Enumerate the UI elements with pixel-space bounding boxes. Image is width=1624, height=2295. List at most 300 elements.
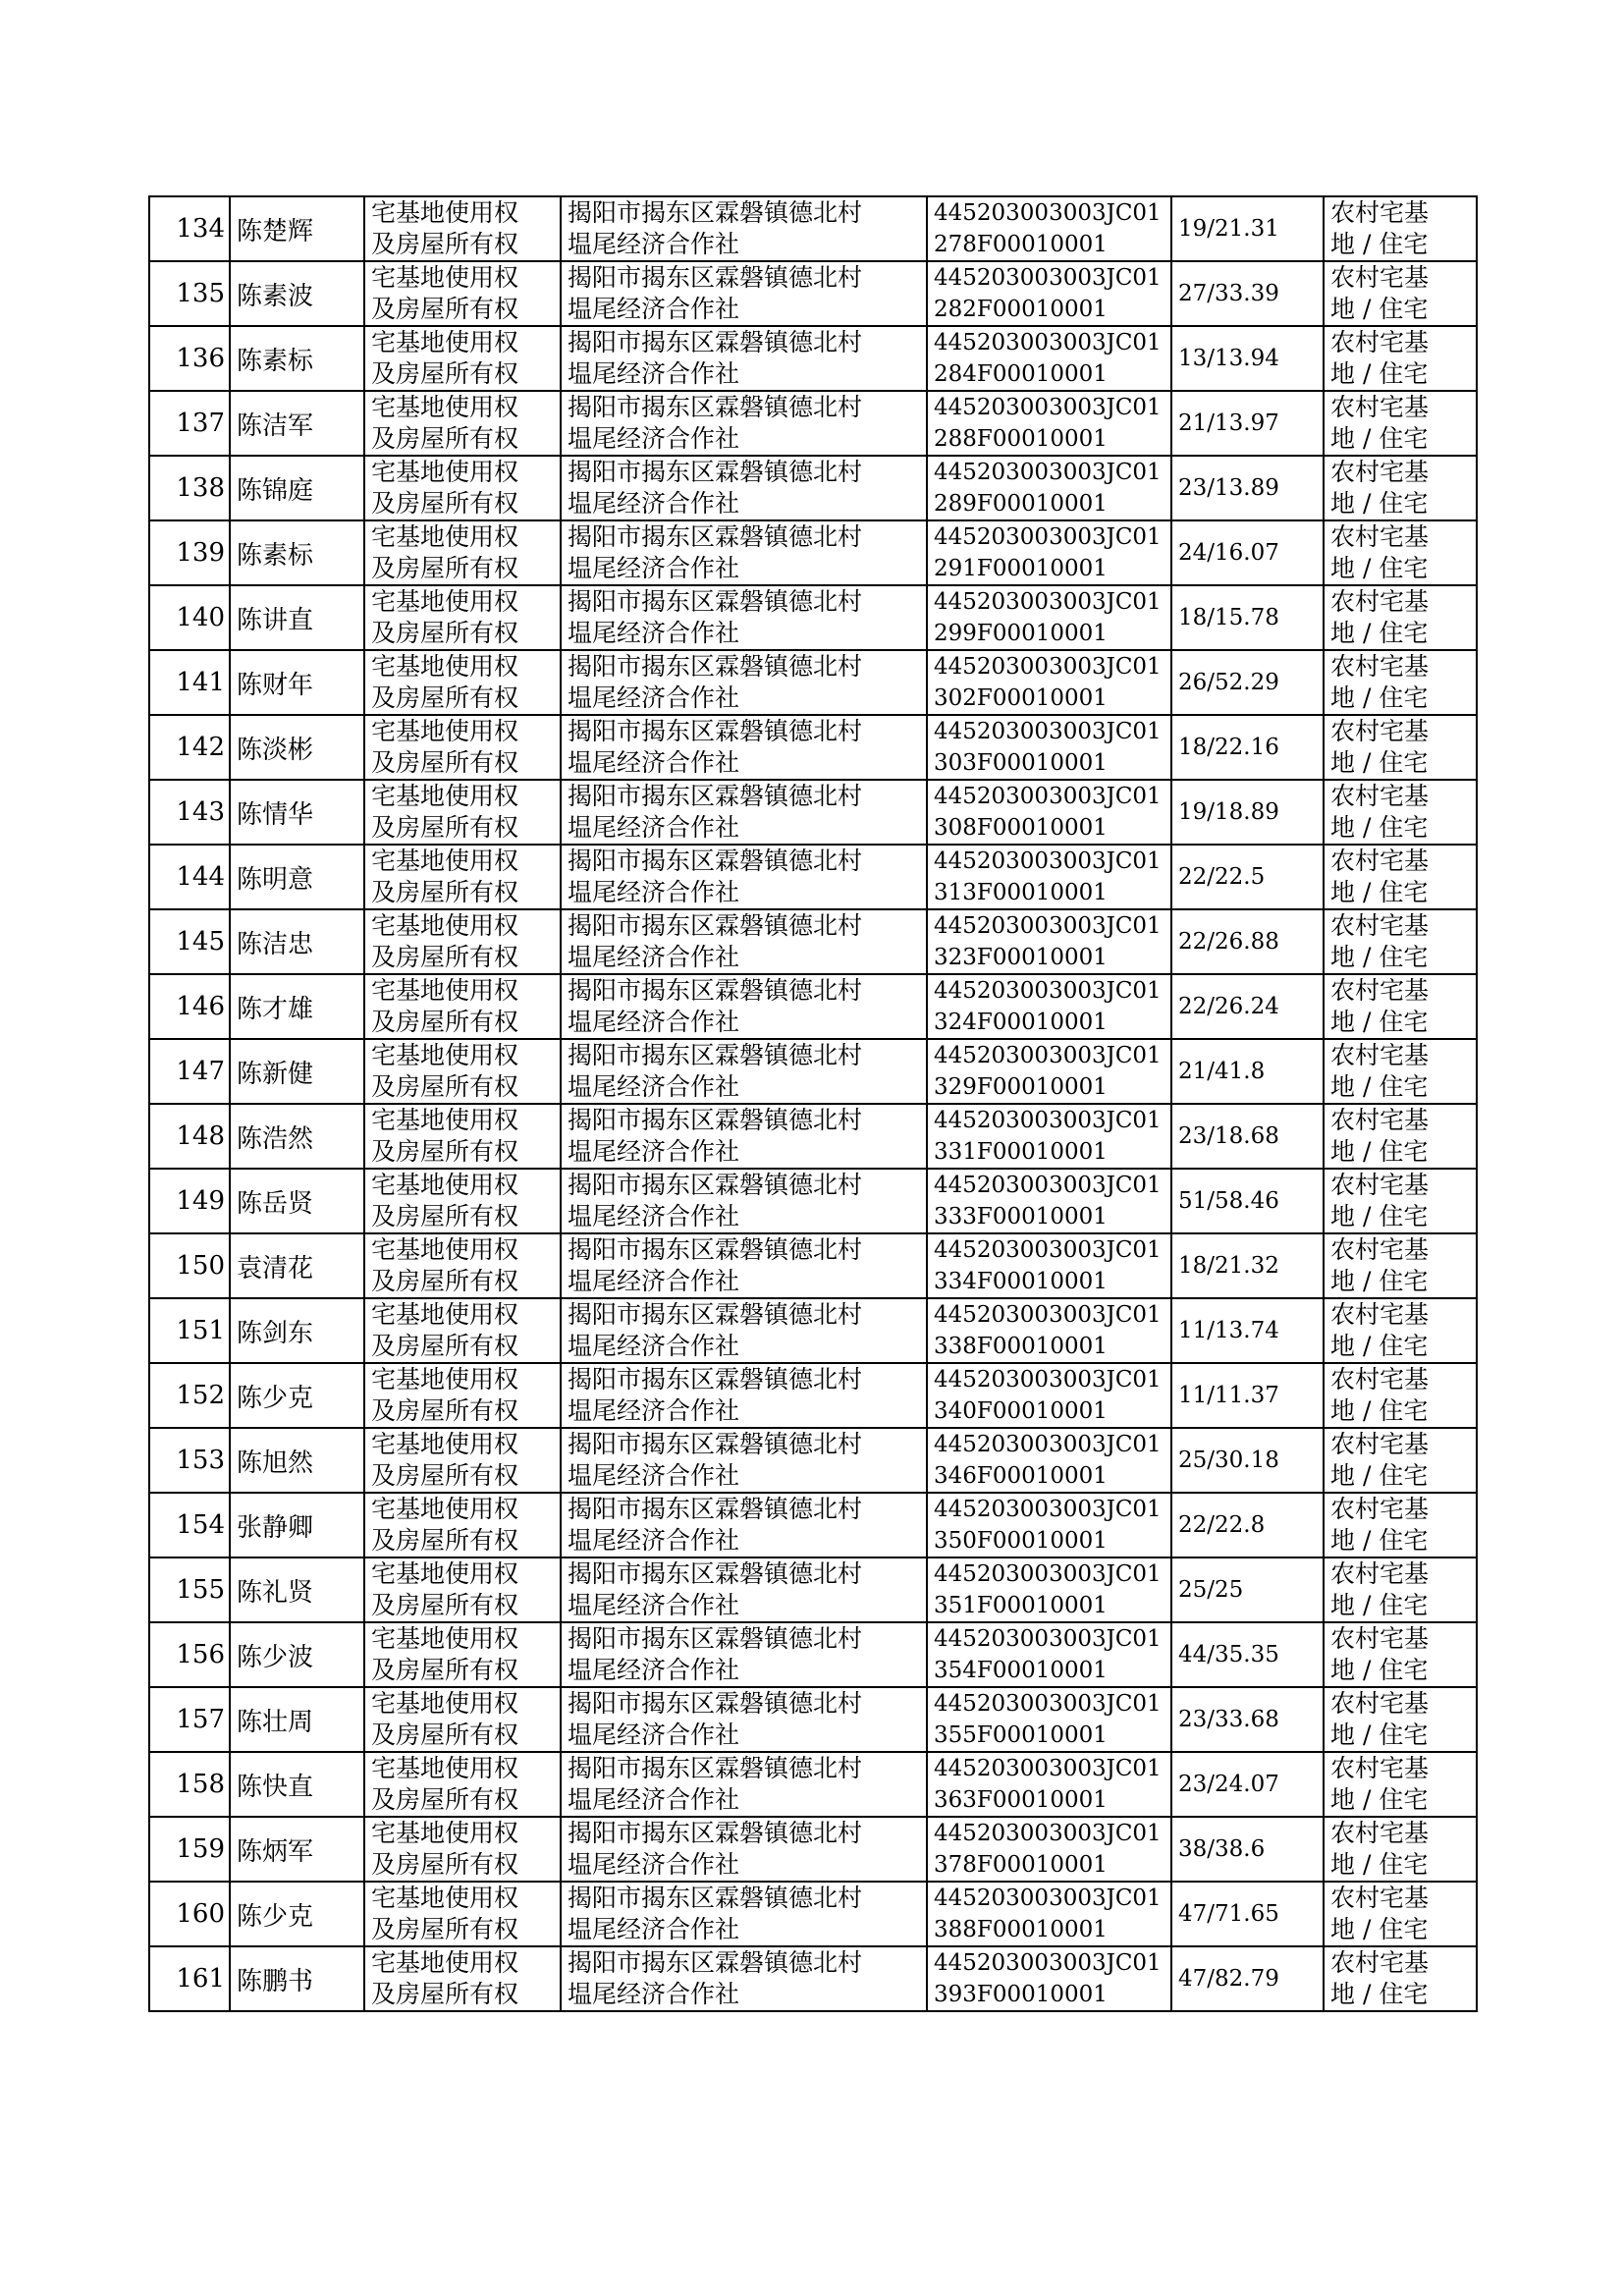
parcel-code-cell: [927, 1493, 1171, 1557]
parcel-code-cell-line: 445203003003JC01: [934, 1367, 1162, 1393]
land-use-cell: [1324, 456, 1477, 520]
holder-name-cell: 陈旭然: [230, 1428, 364, 1493]
table-row: [149, 974, 1477, 1039]
location-cell-line: 塭尾经济合作社: [568, 489, 740, 518]
parcel-code-cell-line: 445203003003JC01: [934, 719, 1162, 744]
area-cell: 21/13.97: [1171, 391, 1324, 456]
location-cell-line: 揭阳市揭东区霖磐镇德北村: [568, 1559, 863, 1588]
holder-name-cell: 陈少克: [230, 1882, 364, 1946]
parcel-code-cell-line: 338F00010001: [934, 1334, 1108, 1359]
area-cell: 18/21.32: [1171, 1233, 1324, 1298]
right-type-cell-line: 及房屋所有权: [371, 1980, 519, 2008]
location-cell-line: 揭阳市揭东区霖磐镇德北村: [568, 1430, 863, 1458]
parcel-code-cell-line: 284F00010001: [934, 361, 1108, 387]
right-type-cell-line: 及房屋所有权: [371, 1202, 519, 1230]
parcel-code-cell: [927, 974, 1171, 1039]
land-use-cell-line: 农村宅基: [1330, 1430, 1430, 1458]
holder-name-cell: 陈洁忠: [230, 909, 364, 974]
location-cell: [561, 585, 927, 650]
table-row: [149, 1104, 1477, 1169]
holder-name-cell: 陈岳贤: [230, 1169, 364, 1233]
row-number-cell: 158: [149, 1752, 230, 1817]
right-type-cell: [364, 650, 561, 715]
parcel-code-cell-line: 445203003003JC01: [934, 1885, 1162, 1911]
land-use-cell-line: 农村宅基: [1330, 911, 1430, 940]
parcel-code-cell-line: 303F00010001: [934, 750, 1108, 776]
table-row: [149, 1946, 1477, 2011]
area-cell: 38/38.6: [1171, 1817, 1324, 1882]
land-use-cell-line: 地 / 住宅: [1330, 619, 1429, 647]
right-type-cell-line: 及房屋所有权: [371, 489, 519, 518]
right-type-cell-line: 宅基地使用权: [371, 1495, 519, 1523]
location-cell-line: 揭阳市揭东区霖磐镇德北村: [568, 1754, 863, 1782]
land-use-cell-line: 农村宅基: [1330, 1495, 1430, 1523]
area-cell: 23/13.89: [1171, 456, 1324, 520]
row-number-cell: 159: [149, 1817, 230, 1882]
location-cell: [561, 1687, 927, 1752]
location-cell: [561, 1428, 927, 1493]
parcel-code-cell-line: 288F00010001: [934, 426, 1108, 452]
right-type-cell: [364, 1298, 561, 1363]
holder-name-cell: 陈讲直: [230, 585, 364, 650]
parcel-code-cell-line: 340F00010001: [934, 1398, 1108, 1424]
location-cell: [561, 1622, 927, 1687]
parcel-code-cell: [927, 1687, 1171, 1752]
location-cell: [561, 715, 927, 780]
land-use-cell-line: 农村宅基: [1330, 328, 1430, 356]
right-type-cell-line: 宅基地使用权: [371, 522, 519, 551]
holder-name-cell: 陈炳军: [230, 1817, 364, 1882]
location-cell-line: 揭阳市揭东区霖磐镇德北村: [568, 522, 863, 551]
right-type-cell: [364, 1104, 561, 1169]
right-type-cell: [364, 1039, 561, 1104]
land-use-cell-line: 地 / 住宅: [1330, 1072, 1429, 1101]
right-type-cell-line: 及房屋所有权: [371, 1591, 519, 1619]
right-type-cell: [364, 780, 561, 845]
location-cell: [561, 1557, 927, 1622]
land-use-cell-line: 地 / 住宅: [1330, 1461, 1429, 1490]
parcel-code-cell-line: 313F00010001: [934, 880, 1108, 905]
land-use-cell: [1324, 1817, 1477, 1882]
parcel-code-cell-line: 445203003003JC01: [934, 460, 1162, 485]
land-use-cell: [1324, 974, 1477, 1039]
land-use-cell: [1324, 391, 1477, 456]
land-use-cell-line: 地 / 住宅: [1330, 813, 1429, 842]
table-row: [149, 650, 1477, 715]
right-type-cell-line: 及房屋所有权: [371, 1267, 519, 1295]
location-cell-line: 塭尾经济合作社: [568, 1656, 740, 1684]
location-cell: [561, 196, 927, 261]
land-use-cell-line: 农村宅基: [1330, 1689, 1430, 1718]
land-use-cell-line: 农村宅基: [1330, 1948, 1430, 1977]
area-cell: 27/33.39: [1171, 261, 1324, 326]
land-use-cell: [1324, 1039, 1477, 1104]
location-cell-line: 揭阳市揭东区霖磐镇德北村: [568, 263, 863, 292]
parcel-code-cell-line: 355F00010001: [934, 1722, 1108, 1748]
land-use-cell-line: 地 / 住宅: [1330, 878, 1429, 906]
parcel-code-cell-line: 363F00010001: [934, 1787, 1108, 1813]
table-row: [149, 909, 1477, 974]
right-type-cell-line: 宅基地使用权: [371, 717, 519, 745]
table-body: [149, 196, 1477, 2011]
holder-name-cell: 张静卿: [230, 1493, 364, 1557]
parcel-code-cell-line: 445203003003JC01: [934, 978, 1162, 1004]
location-cell-line: 揭阳市揭东区霖磐镇德北村: [568, 1689, 863, 1718]
land-use-cell: [1324, 1169, 1477, 1233]
location-cell-line: 揭阳市揭东区霖磐镇德北村: [568, 1365, 863, 1393]
parcel-code-cell: [927, 1882, 1171, 1946]
location-cell: [561, 650, 927, 715]
holder-name-cell: 陈锦庭: [230, 456, 364, 520]
parcel-code-cell-line: 302F00010001: [934, 685, 1108, 711]
parcel-code-cell-line: 445203003003JC01: [934, 1561, 1162, 1587]
holder-name-cell: 陈素标: [230, 326, 364, 391]
location-cell: [561, 1752, 927, 1817]
right-type-cell-line: 及房屋所有权: [371, 878, 519, 906]
right-type-cell-line: 宅基地使用权: [371, 847, 519, 875]
location-cell-line: 揭阳市揭东区霖磐镇德北村: [568, 976, 863, 1005]
area-cell: 18/15.78: [1171, 585, 1324, 650]
location-cell-line: 揭阳市揭东区霖磐镇德北村: [568, 717, 863, 745]
location-cell: [561, 261, 927, 326]
right-type-cell: [364, 261, 561, 326]
location-cell-line: 揭阳市揭东区霖磐镇德北村: [568, 1884, 863, 1912]
area-cell: 22/26.88: [1171, 909, 1324, 974]
right-type-cell-line: 及房屋所有权: [371, 1461, 519, 1490]
holder-name-cell: 陈少克: [230, 1363, 364, 1428]
holder-name-cell: 陈素标: [230, 520, 364, 585]
area-cell: 23/33.68: [1171, 1687, 1324, 1752]
right-type-cell-line: 宅基地使用权: [371, 1171, 519, 1199]
right-type-cell: [364, 1169, 561, 1233]
land-use-cell: [1324, 520, 1477, 585]
location-cell-line: 塭尾经济合作社: [568, 1008, 740, 1036]
right-type-cell-line: 宅基地使用权: [371, 328, 519, 356]
row-number-cell: 135: [149, 261, 230, 326]
table-row: [149, 1428, 1477, 1493]
parcel-code-cell-line: 308F00010001: [934, 815, 1108, 841]
row-number-cell: 155: [149, 1557, 230, 1622]
right-type-cell: [364, 1752, 561, 1817]
right-type-cell-line: 及房屋所有权: [371, 943, 519, 971]
table-row: [149, 1687, 1477, 1752]
row-number-cell: 149: [149, 1169, 230, 1233]
parcel-code-cell-line: 445203003003JC01: [934, 913, 1162, 939]
location-cell: [561, 1233, 927, 1298]
location-cell-line: 塭尾经济合作社: [568, 683, 740, 712]
right-type-cell: [364, 1363, 561, 1428]
table-row: [149, 715, 1477, 780]
land-use-cell: [1324, 1493, 1477, 1557]
parcel-code-cell: [927, 1039, 1171, 1104]
area-cell: 21/41.8: [1171, 1039, 1324, 1104]
right-type-cell-line: 及房屋所有权: [371, 1656, 519, 1684]
land-use-cell: [1324, 1622, 1477, 1687]
location-cell-line: 塭尾经济合作社: [568, 1461, 740, 1490]
right-type-cell: [364, 845, 561, 909]
right-type-cell-line: 及房屋所有权: [371, 619, 519, 647]
parcel-code-cell: [927, 1817, 1171, 1882]
right-type-cell: [364, 909, 561, 974]
row-number-cell: 142: [149, 715, 230, 780]
row-number-cell: 161: [149, 1946, 230, 2011]
right-type-cell: [364, 326, 561, 391]
right-type-cell-line: 及房屋所有权: [371, 554, 519, 582]
location-cell-line: 塭尾经济合作社: [568, 1332, 740, 1360]
parcel-code-cell: [927, 520, 1171, 585]
land-use-cell-line: 农村宅基: [1330, 976, 1430, 1005]
location-cell-line: 塭尾经济合作社: [568, 230, 740, 258]
land-use-cell-line: 农村宅基: [1330, 1300, 1430, 1329]
land-use-cell-line: 农村宅基: [1330, 1106, 1430, 1134]
land-use-cell-line: 地 / 住宅: [1330, 1137, 1429, 1166]
location-cell-line: 揭阳市揭东区霖磐镇德北村: [568, 458, 863, 486]
parcel-code-cell-line: 445203003003JC01: [934, 1821, 1162, 1846]
location-cell: [561, 1493, 927, 1557]
parcel-code-cell: [927, 391, 1171, 456]
right-type-cell: [364, 1622, 561, 1687]
right-type-cell-line: 宅基地使用权: [371, 652, 519, 681]
location-cell-line: 塭尾经济合作社: [568, 1072, 740, 1101]
holder-name-cell: 陈楚辉: [230, 196, 364, 261]
location-cell-line: 塭尾经济合作社: [568, 1591, 740, 1619]
parcel-code-cell-line: 329F00010001: [934, 1074, 1108, 1100]
area-cell: 23/18.68: [1171, 1104, 1324, 1169]
location-cell: [561, 1363, 927, 1428]
land-use-cell-line: 地 / 住宅: [1330, 1591, 1429, 1619]
table-row: [149, 1039, 1477, 1104]
table-row: [149, 1817, 1477, 1882]
location-cell-line: 揭阳市揭东区霖磐镇德北村: [568, 1948, 863, 1977]
parcel-code-cell: [927, 326, 1171, 391]
parcel-code-cell-line: 445203003003JC01: [934, 1108, 1162, 1133]
parcel-code-cell: [927, 196, 1171, 261]
parcel-code-cell: [927, 1363, 1171, 1428]
land-use-cell-line: 地 / 住宅: [1330, 1267, 1429, 1295]
location-cell-line: 揭阳市揭东区霖磐镇德北村: [568, 1624, 863, 1653]
row-number-cell: 137: [149, 391, 230, 456]
land-use-cell-line: 农村宅基: [1330, 522, 1430, 551]
parcel-code-cell-line: 445203003003JC01: [934, 1173, 1162, 1198]
table-row: [149, 1493, 1477, 1557]
row-number-cell: 147: [149, 1039, 230, 1104]
parcel-code-cell-line: 324F00010001: [934, 1010, 1108, 1035]
right-type-cell-line: 及房屋所有权: [371, 359, 519, 388]
parcel-code-cell: [927, 1622, 1171, 1687]
right-type-cell-line: 宅基地使用权: [371, 976, 519, 1005]
land-use-cell-line: 地 / 住宅: [1330, 489, 1429, 518]
location-cell-line: 揭阳市揭东区霖磐镇德北村: [568, 393, 863, 421]
location-cell-line: 塭尾经济合作社: [568, 1850, 740, 1879]
location-cell-line: 塭尾经济合作社: [568, 943, 740, 971]
area-cell: 25/25: [1171, 1557, 1324, 1622]
right-type-cell-line: 宅基地使用权: [371, 587, 519, 616]
location-cell: [561, 520, 927, 585]
right-type-cell-line: 宅基地使用权: [371, 1624, 519, 1653]
location-cell-line: 揭阳市揭东区霖磐镇德北村: [568, 652, 863, 681]
land-use-cell-line: 地 / 住宅: [1330, 1785, 1429, 1814]
row-number-cell: 153: [149, 1428, 230, 1493]
row-number-cell: 144: [149, 845, 230, 909]
land-use-cell-line: 地 / 住宅: [1330, 943, 1429, 971]
holder-name-cell: 陈情华: [230, 780, 364, 845]
right-type-cell-line: 及房屋所有权: [371, 1850, 519, 1879]
area-cell: 25/30.18: [1171, 1428, 1324, 1493]
right-type-cell-line: 及房屋所有权: [371, 1785, 519, 1814]
parcel-code-cell-line: 445203003003JC01: [934, 1950, 1162, 1976]
parcel-code-cell-line: 299F00010001: [934, 621, 1108, 646]
row-number-cell: 151: [149, 1298, 230, 1363]
parcel-code-cell-line: 445203003003JC01: [934, 330, 1162, 355]
parcel-code-cell: [927, 1428, 1171, 1493]
location-cell-line: 塭尾经济合作社: [568, 295, 740, 323]
land-use-cell-line: 农村宅基: [1330, 1754, 1430, 1782]
parcel-code-cell-line: 445203003003JC01: [934, 1691, 1162, 1717]
row-number-cell: 146: [149, 974, 230, 1039]
land-use-cell: [1324, 780, 1477, 845]
parcel-code-cell: [927, 1104, 1171, 1169]
parcel-code-cell-line: 445203003003JC01: [934, 1237, 1162, 1263]
area-cell: 26/52.29: [1171, 650, 1324, 715]
table-row: [149, 1233, 1477, 1298]
right-type-cell-line: 及房屋所有权: [371, 1721, 519, 1749]
location-cell: [561, 1946, 927, 2011]
table-row: [149, 845, 1477, 909]
holder-name-cell: 陈浩然: [230, 1104, 364, 1169]
parcel-code-cell-line: 354F00010001: [934, 1658, 1108, 1683]
land-use-cell-line: 农村宅基: [1330, 717, 1430, 745]
row-number-cell: 143: [149, 780, 230, 845]
table-row: [149, 196, 1477, 261]
land-use-cell-line: 农村宅基: [1330, 1884, 1430, 1912]
parcel-code-cell-line: 278F00010001: [934, 232, 1108, 257]
parcel-code-cell-line: 282F00010001: [934, 297, 1108, 322]
land-use-cell-line: 地 / 住宅: [1330, 1008, 1429, 1036]
land-use-cell: [1324, 326, 1477, 391]
parcel-code-cell-line: 331F00010001: [934, 1139, 1108, 1165]
right-type-cell-line: 宅基地使用权: [371, 1948, 519, 1977]
table-row: [149, 520, 1477, 585]
location-cell-line: 塭尾经济合作社: [568, 1396, 740, 1425]
land-use-cell: [1324, 1557, 1477, 1622]
parcel-code-cell: [927, 845, 1171, 909]
land-use-cell-line: 农村宅基: [1330, 1819, 1430, 1847]
row-number-cell: 136: [149, 326, 230, 391]
table-row: [149, 1622, 1477, 1687]
location-cell-line: 揭阳市揭东区霖磐镇德北村: [568, 911, 863, 940]
location-cell-line: 揭阳市揭东区霖磐镇德北村: [568, 1300, 863, 1329]
right-type-cell: [364, 1946, 561, 2011]
location-cell-line: 塭尾经济合作社: [568, 1785, 740, 1814]
holder-name-cell: 袁清花: [230, 1233, 364, 1298]
right-type-cell-line: 及房屋所有权: [371, 1008, 519, 1036]
location-cell-line: 揭阳市揭东区霖磐镇德北村: [568, 587, 863, 616]
location-cell: [561, 326, 927, 391]
land-use-cell-line: 地 / 住宅: [1330, 295, 1429, 323]
right-type-cell: [364, 1233, 561, 1298]
location-cell-line: 塭尾经济合作社: [568, 619, 740, 647]
land-use-cell-line: 农村宅基: [1330, 263, 1430, 292]
parcel-code-cell: [927, 909, 1171, 974]
land-use-cell-line: 地 / 住宅: [1330, 683, 1429, 712]
parcel-code-cell: [927, 715, 1171, 780]
land-use-cell: [1324, 1363, 1477, 1428]
right-type-cell: [364, 1493, 561, 1557]
location-cell-line: 塭尾经济合作社: [568, 1267, 740, 1295]
area-cell: 19/18.89: [1171, 780, 1324, 845]
holder-name-cell: 陈明意: [230, 845, 364, 909]
row-number-cell: 150: [149, 1233, 230, 1298]
land-use-cell: [1324, 1752, 1477, 1817]
land-use-cell-line: 农村宅基: [1330, 652, 1430, 681]
land-use-cell: [1324, 650, 1477, 715]
location-cell-line: 揭阳市揭东区霖磐镇德北村: [568, 1819, 863, 1847]
right-type-cell-line: 及房屋所有权: [371, 1332, 519, 1360]
location-cell-line: 塭尾经济合作社: [568, 1915, 740, 1943]
location-cell-line: 塭尾经济合作社: [568, 1980, 740, 2008]
area-cell: 47/71.65: [1171, 1882, 1324, 1946]
area-cell: 19/21.31: [1171, 196, 1324, 261]
parcel-code-cell-line: 445203003003JC01: [934, 395, 1162, 420]
right-type-cell-line: 宅基地使用权: [371, 458, 519, 486]
parcel-code-cell-line: 333F00010001: [934, 1204, 1108, 1229]
location-cell: [561, 1039, 927, 1104]
right-type-cell-line: 宅基地使用权: [371, 263, 519, 292]
right-type-cell-line: 及房屋所有权: [371, 295, 519, 323]
land-use-cell-line: 农村宅基: [1330, 1365, 1430, 1393]
holder-name-cell: 陈鹏书: [230, 1946, 364, 2011]
right-type-cell: [364, 196, 561, 261]
right-type-cell-line: 宅基地使用权: [371, 782, 519, 810]
land-use-cell-line: 农村宅基: [1330, 1624, 1430, 1653]
parcel-code-cell: [927, 261, 1171, 326]
parcel-code-cell: [927, 650, 1171, 715]
land-use-cell-line: 地 / 住宅: [1330, 1332, 1429, 1360]
land-use-cell-line: 地 / 住宅: [1330, 424, 1429, 453]
row-number-cell: 134: [149, 196, 230, 261]
right-type-cell-line: 宅基地使用权: [371, 1235, 519, 1264]
row-number-cell: 141: [149, 650, 230, 715]
holder-name-cell: 陈才雄: [230, 974, 364, 1039]
table-row: [149, 585, 1477, 650]
parcel-code-cell-line: 388F00010001: [934, 1917, 1108, 1942]
holder-name-cell: 陈快直: [230, 1752, 364, 1817]
right-type-cell-line: 宅基地使用权: [371, 1689, 519, 1718]
parcel-code-cell-line: 393F00010001: [934, 1982, 1108, 2007]
location-cell-line: 揭阳市揭东区霖磐镇德北村: [568, 782, 863, 810]
right-type-cell: [364, 456, 561, 520]
holder-name-cell: 陈少波: [230, 1622, 364, 1687]
land-use-cell-line: 农村宅基: [1330, 198, 1430, 227]
right-type-cell-line: 宅基地使用权: [371, 1430, 519, 1458]
right-type-cell-line: 及房屋所有权: [371, 1915, 519, 1943]
location-cell-line: 揭阳市揭东区霖磐镇德北村: [568, 847, 863, 875]
land-use-cell: [1324, 196, 1477, 261]
row-number-cell: 152: [149, 1363, 230, 1428]
parcel-code-cell-line: 323F00010001: [934, 945, 1108, 970]
location-cell: [561, 1882, 927, 1946]
parcel-code-cell: [927, 1169, 1171, 1233]
land-use-cell-line: 农村宅基: [1330, 847, 1430, 875]
land-use-cell-line: 农村宅基: [1330, 1171, 1430, 1199]
right-type-cell-line: 宅基地使用权: [371, 198, 519, 227]
land-use-cell-line: 农村宅基: [1330, 458, 1430, 486]
parcel-code-cell-line: 291F00010001: [934, 556, 1108, 581]
row-number-cell: 140: [149, 585, 230, 650]
location-cell-line: 塭尾经济合作社: [568, 878, 740, 906]
location-cell-line: 揭阳市揭东区霖磐镇德北村: [568, 1041, 863, 1069]
land-use-cell-line: 农村宅基: [1330, 393, 1430, 421]
